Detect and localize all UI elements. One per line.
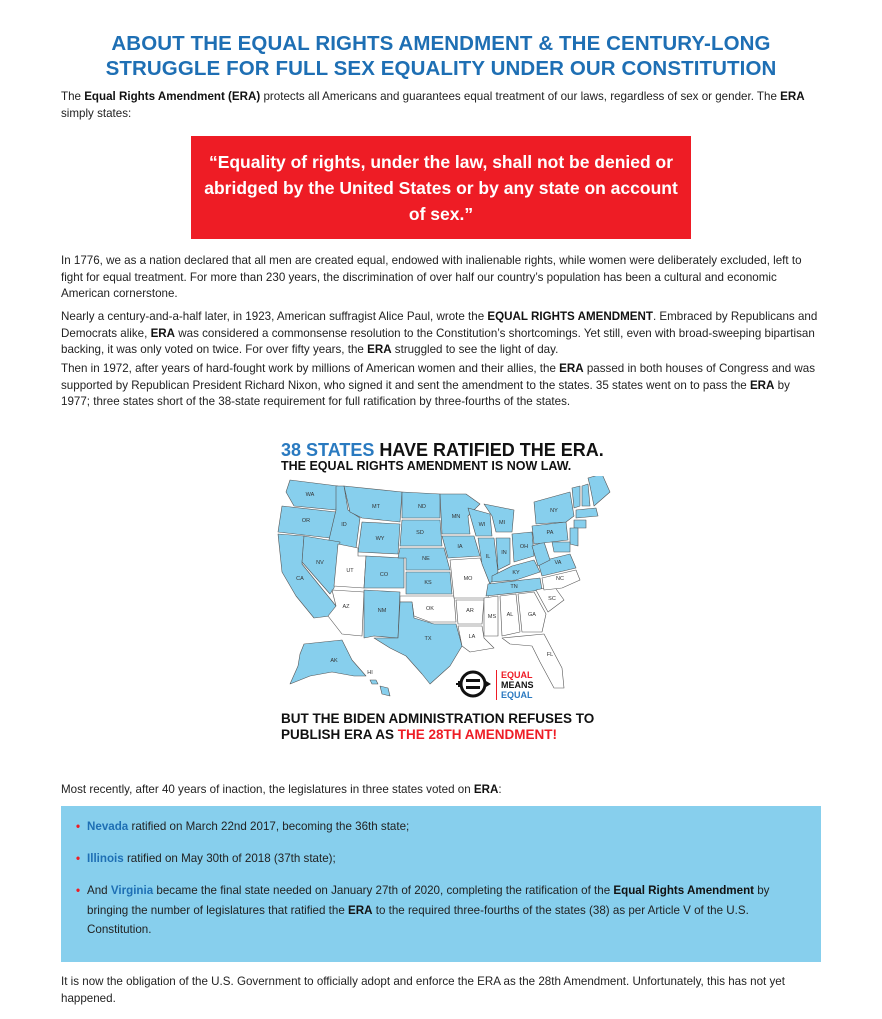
- svg-text:KY: KY: [512, 570, 520, 576]
- history-paragraph-1972: [61, 361, 821, 411]
- equal-sign-logo-icon: [454, 670, 492, 698]
- p2-text-a: Nearly a century-and-a-half later, in 1923, American suffragist Alice Paul, wrote the: [61, 310, 488, 323]
- svg-text:FL: FL: [546, 652, 554, 658]
- graphic-subhead: THE EQUAL RIGHTS AMENDMENT IS NOW LAW.: [281, 459, 572, 473]
- svg-text:AR: AR: [466, 608, 474, 614]
- va-text-a: became the final state needed on January 27th of 2020, completing the ratification of the: [153, 884, 614, 897]
- era-ratification-graphic: [270, 438, 615, 748]
- p2-bold-f: ERA: [367, 343, 392, 356]
- svg-text:CO: CO: [379, 572, 389, 578]
- svg-text:IN: IN: [501, 550, 507, 556]
- recent-text-post: :: [498, 783, 502, 796]
- state-ma: [576, 508, 598, 518]
- graphic-footer-line-2: [281, 727, 594, 743]
- svg-text:WA: WA: [305, 492, 315, 498]
- era-quote-box: [191, 136, 691, 239]
- svg-text:TN: TN: [510, 584, 518, 590]
- svg-text:GA: GA: [528, 612, 536, 618]
- svg-text:AZ: AZ: [342, 604, 350, 610]
- state-az: [328, 590, 364, 636]
- graphic-footer-line-2-a: PUBLISH ERA AS: [281, 727, 398, 742]
- p2-bold-b: EQUAL RIGHTS AMENDMENT: [487, 310, 653, 323]
- logo-wordmark: [496, 670, 534, 700]
- va-text-pre: And: [87, 884, 111, 897]
- va-text-c: by bringing the number of legislatures that ratified the: [87, 884, 770, 917]
- va-bold-b: Equal Rights Amendment: [613, 884, 755, 897]
- svg-text:IA: IA: [457, 544, 463, 550]
- svg-text:KS: KS: [424, 580, 432, 586]
- intro-era: ERA: [780, 90, 805, 103]
- svg-text:ID: ID: [341, 522, 347, 528]
- state-hi: [370, 680, 390, 696]
- virginia-link[interactable]: Virginia: [110, 884, 154, 897]
- illinois-link[interactable]: Illinois: [87, 852, 124, 865]
- svg-text:OH: OH: [519, 544, 529, 550]
- intro-text-3: simply states:: [61, 106, 132, 120]
- p2-text-g: struggled to see the light of day.: [391, 343, 559, 356]
- closing-paragraph: It is now the obligation of the U.S. Government to officially adopt and enforce the ERA as the 28th Amendment. Unfortunately, this has not yet happened.: [61, 975, 785, 1005]
- graphic-headline-rest: HAVE RATIFIED THE ERA.: [374, 440, 604, 460]
- p3-text-e: by 1977; three states short of the 38-state requirement for full ratification by three-fourths of the states.: [61, 378, 790, 408]
- svg-text:SC: SC: [548, 596, 556, 602]
- list-item-virginia: [76, 881, 812, 940]
- svg-text:ND: ND: [418, 504, 426, 510]
- era-quote-text: “Equality of rights, under the law, shall not be denied or abridged by the United States or by any state on account of sex.”: [204, 151, 678, 224]
- recent-era: ERA: [473, 783, 499, 796]
- p2-text-e: was considered a commonsense resolution to the Constitution’s shortcomings. Yet still, even with broad-sweeping bipartisan backing, it was only voted on twice. For over fifty years, the: [61, 326, 815, 356]
- svg-text:VA: VA: [554, 560, 562, 566]
- svg-text:MN: MN: [451, 514, 461, 520]
- state-nj: [570, 528, 578, 546]
- bullet-icon: •: [76, 884, 81, 897]
- us-states-map: [270, 476, 615, 708]
- svg-text:NY: NY: [550, 508, 558, 514]
- page-title: [61, 31, 821, 81]
- svg-text:HI: HI: [367, 670, 373, 676]
- svg-text:UT: UT: [346, 568, 354, 574]
- state-ak: [290, 640, 366, 684]
- svg-text:MO: MO: [463, 576, 473, 582]
- state-md: [552, 542, 570, 552]
- state-nm: [364, 590, 400, 638]
- p2-text-c: . Embraced by Republicans and Democrats alike,: [61, 310, 818, 340]
- intro-text-2: protects all Americans and guarantees equal treatment of our laws, regardless of sex or gender. The: [260, 90, 781, 103]
- p3-bold-b: ERA: [559, 362, 584, 375]
- logo-word-1: EQUAL: [501, 670, 533, 680]
- title-line-2: STRUGGLE FOR FULL SEX EQUALITY UNDER OUR CONSTITUTION: [105, 57, 777, 80]
- svg-text:LA: LA: [468, 634, 476, 640]
- graphic-headline-count: 38 STATES: [281, 440, 375, 460]
- svg-text:MS: MS: [487, 614, 497, 620]
- graphic-footer-line-1: BUT THE BIDEN ADMINISTRATION REFUSES TO: [281, 711, 595, 726]
- recent-intro: [61, 782, 821, 799]
- svg-text:WY: WY: [375, 536, 385, 542]
- recent-text-pre: Most recently, after 40 years of inaction, the legislatures in three states voted on: [61, 783, 474, 796]
- svg-text:MT: MT: [372, 504, 380, 510]
- svg-text:NV: NV: [316, 560, 324, 566]
- state-nh: [582, 484, 590, 506]
- bullet-icon: •: [76, 852, 81, 865]
- list-item-illinois: [76, 849, 812, 869]
- intro-era-full: Equal Rights Amendment (ERA): [84, 90, 261, 103]
- svg-text:TX: TX: [424, 636, 432, 642]
- logo-word-3: EQUAL: [501, 690, 533, 700]
- va-bold-d: ERA: [348, 903, 373, 917]
- svg-text:AL: AL: [506, 612, 514, 618]
- svg-text:NE: NE: [422, 556, 430, 562]
- p3-text-c: passed in both houses of Congress and was supported by Republican President Richard Nixon, who signed it and sent the amendment to the states. 35 states went on to pass the: [61, 362, 816, 392]
- state-ct: [574, 520, 586, 528]
- equal-means-equal-logo: [454, 670, 554, 700]
- svg-text:AK: AK: [330, 658, 338, 664]
- va-text-e: to the required three-fourths of the states (38) as per Article V of the U.S. Constitution.: [87, 903, 749, 936]
- title-line-1: ABOUT THE EQUAL RIGHTS AMENDMENT & THE CENTURY-LONG: [111, 32, 771, 55]
- p3-bold-d: ERA: [749, 378, 775, 392]
- nevada-text: ratified on March 22nd 2017, becoming the 36th state;: [128, 820, 410, 833]
- svg-text:NM: NM: [377, 608, 387, 614]
- svg-text:WI: WI: [478, 522, 486, 528]
- intro-paragraph: [61, 89, 821, 122]
- svg-text:SD: SD: [416, 530, 424, 536]
- svg-text:OR: OR: [301, 518, 311, 524]
- svg-text:IL: IL: [485, 554, 491, 560]
- nevada-link[interactable]: Nevada: [87, 820, 129, 833]
- logo-word-2: MEANS: [501, 680, 534, 690]
- state-vt: [572, 486, 580, 508]
- p2-bold-d: ERA: [150, 326, 176, 340]
- list-item-nevada: [76, 817, 812, 837]
- svg-text:OK: OK: [426, 606, 434, 612]
- page-header: [61, 31, 821, 81]
- svg-text:PA: PA: [546, 530, 554, 536]
- history-paragraph-1923: [61, 309, 821, 359]
- svg-text:CA: CA: [296, 576, 304, 582]
- ratification-list-box: [61, 806, 821, 962]
- svg-text:MI: MI: [498, 520, 506, 526]
- state-me: [588, 476, 610, 506]
- graphic-headline: [281, 440, 604, 460]
- p3-text-a: Then in 1972, after years of hard-fought work by millions of American women and their allies, the: [61, 362, 560, 375]
- intro-text-1: The: [61, 90, 85, 103]
- svg-text:NC: NC: [556, 576, 564, 582]
- illinois-text: ratified on May 30th of 2018 (37th state);: [123, 852, 336, 865]
- bullet-icon: •: [76, 820, 81, 833]
- graphic-footer-line-2-b: THE 28TH AMENDMENT!: [397, 727, 558, 742]
- graphic-footer: [281, 711, 594, 743]
- history-paragraph-1776: In 1776, we as a nation declared that all men are created equal, endowed with inalienable rights, while women were deliberately excluded, left to fight for equal treatment. For more than 230 years, the discrimination of over half our country’s population has been a cultural and economic American cornerstone.: [61, 254, 802, 300]
